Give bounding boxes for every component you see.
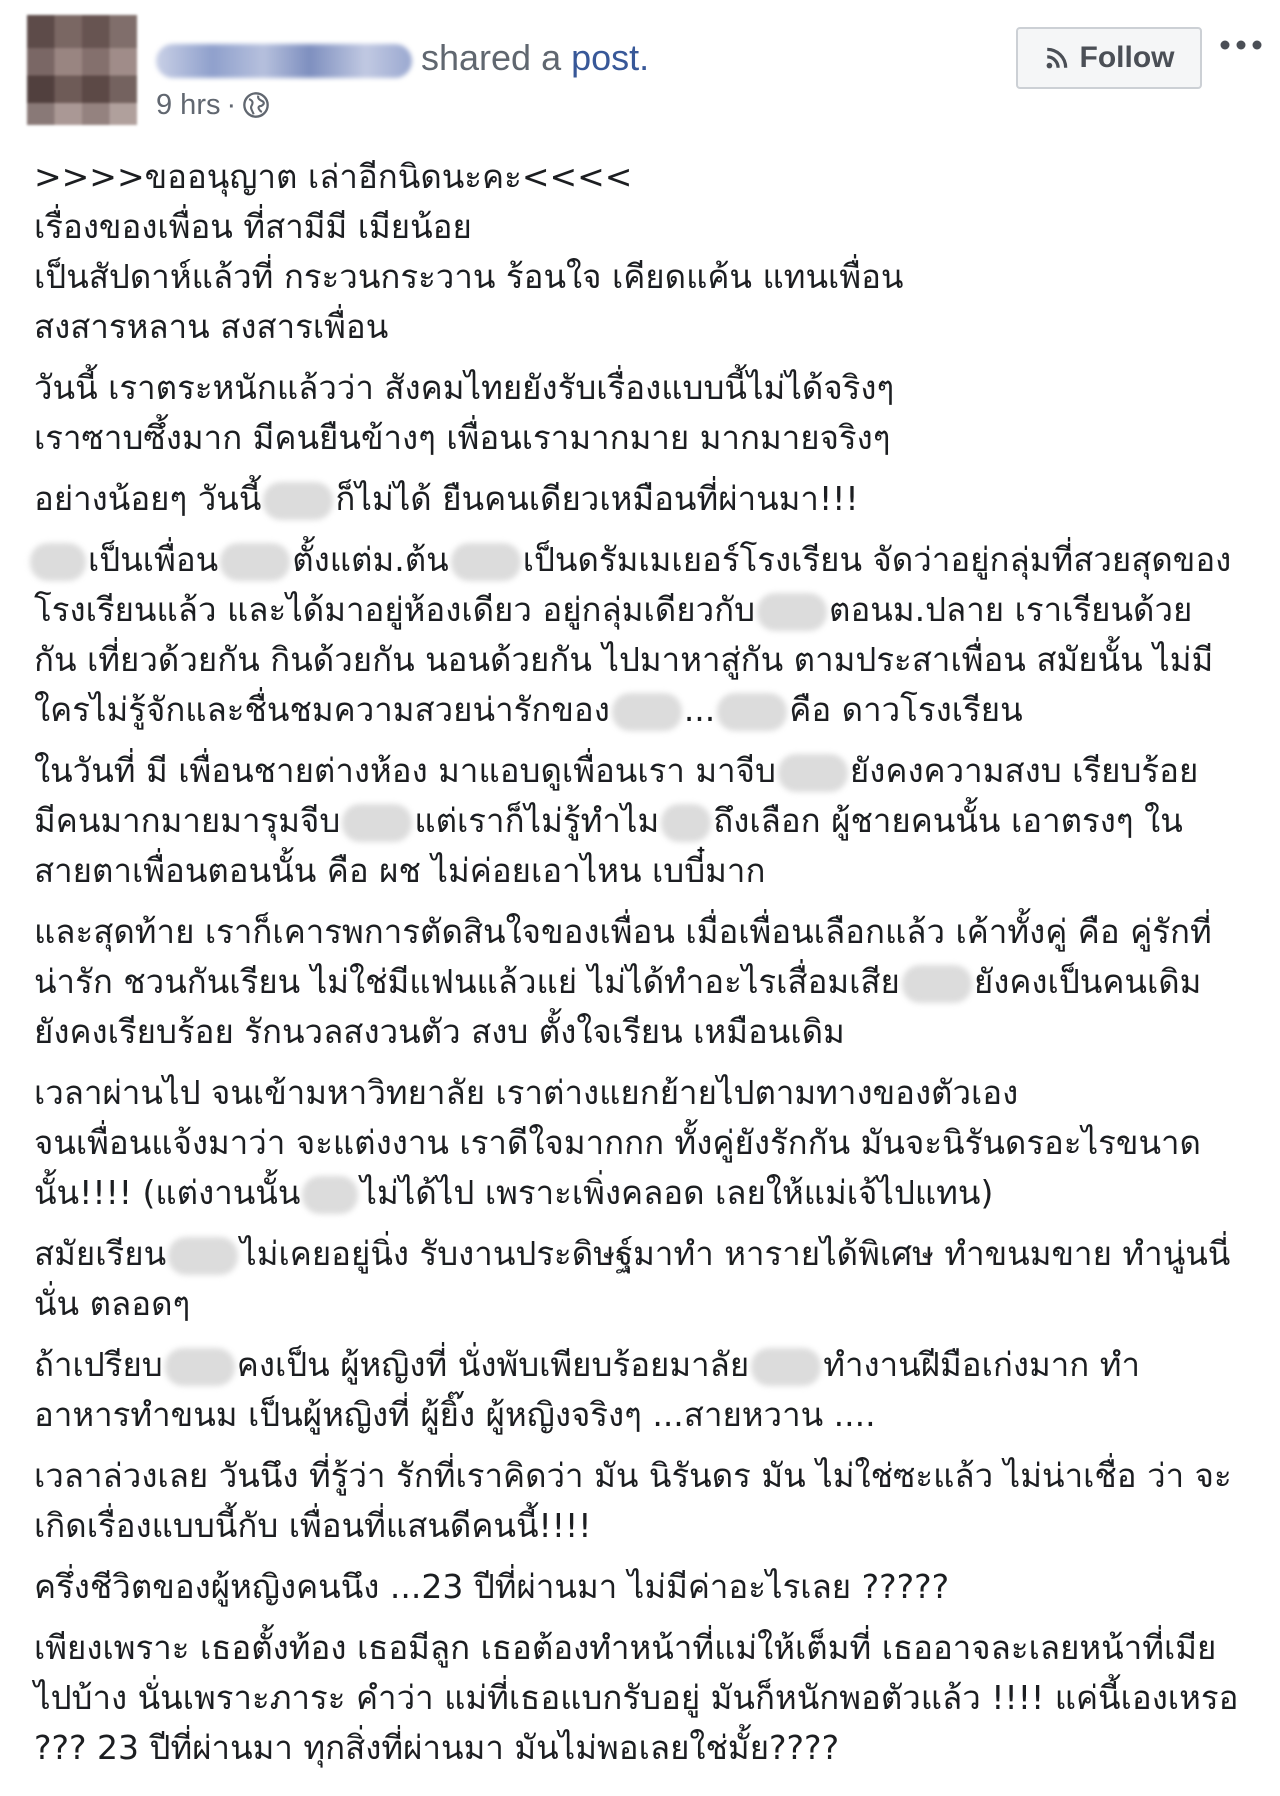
text-line: สายตาเพื่อนตอนนั้น คือ ผช ไม่ค่อยเอาไหน เบบี๋มาก [34, 851, 766, 890]
paragraph-4 [34, 535, 1256, 735]
text-line: ยังคงเรียบร้อย รักนวลสงวนตัว สงบ ตั้งใจเรียน เหมือนเดิม [34, 1012, 845, 1051]
shared-label: shared a [421, 37, 572, 78]
post-meta [156, 86, 270, 124]
text-line [34, 474, 1256, 524]
paragraph-1 [34, 152, 1256, 352]
redacted-name [220, 543, 290, 581]
text-line: ครึ่งชีวิตของผู้หญิงคนนึง ...23 ปีที่ผ่านมา ไม่มีค่าอะไรเลย ????? [34, 1567, 950, 1606]
text-line: จนเพื่อนแจ้งมาว่า จะแต่งงาน เราดีใจมากกก ทั้งคู่ยังรักกัน มันจะนิรันดรอะไรขนาด [34, 1123, 1201, 1162]
text-fragment: ถึงเลือก ผู้ชายคนนั้น เอาตรงๆ ใน [713, 801, 1183, 840]
redacted-name [757, 593, 827, 631]
text-line [34, 957, 1256, 1007]
paragraph-7 [34, 1068, 1256, 1218]
globe-icon[interactable] [242, 91, 270, 119]
text-line: เวลาผ่านไป จนเข้ามหาวิทยาลัย เราต่างแยกย้ายไปตามทางของตัวเอง [34, 1073, 1019, 1112]
text-fragment: นั้น!!!! (แต่งานนั้น [34, 1173, 301, 1212]
paragraph-3 [34, 474, 1256, 524]
redacted-name [751, 1348, 821, 1386]
text-line: กัน เที่ยวด้วยกัน กินด้วยกัน นอนด้วยกัน ไปมาหาสู่กัน ตามประสาเพื่อน สมัยนั้น ไม่มี [34, 640, 1214, 679]
text-fragment: อย่างน้อยๆ วันนี้ [34, 479, 262, 518]
paragraph-2 [34, 363, 1256, 463]
redacted-name [451, 543, 521, 581]
text-line [34, 1229, 1256, 1279]
meta-separator: · [226, 89, 237, 121]
text-fragment: ไม่เคยอยู่นิ่ง รับงานประดิษฐ์มาทำ หารายได้พิเศษ ทำขนมขาย ทำนู่นนี่ [240, 1234, 1231, 1273]
paragraph-10 [34, 1451, 1256, 1551]
paragraph-12 [34, 1623, 1256, 1773]
text-line: เกิดเรื่องแบบนี้กับ เพื่อนที่แสนดีคนนี้!!!! [34, 1506, 592, 1545]
text-line: เรื่องของเพื่อน ที่สามีมี เมียน้อย [34, 207, 472, 246]
text-fragment: ยังคงเป็นคนเดิม [973, 962, 1202, 1001]
text-fragment: คงเป็น ผู้หญิงที่ นั่งพับเพียบร้อยมาลัย [236, 1345, 750, 1384]
redacted-name [661, 804, 711, 842]
text-line [34, 1168, 1256, 1218]
text-fragment: สมัยเรียน [34, 1234, 167, 1273]
text-line: และสุดท้าย เราก็เคารพการตัดสินใจของเพื่อน เมื่อเพื่อนเลือกแล้ว เค้าทั้งคู่ คือ คู่รักที่ [34, 912, 1212, 951]
redacted-name [302, 1176, 358, 1214]
text-fragment: ก็ไม่ได้ ยืนคนเดียวเหมือนที่ผ่านมา!!! [335, 479, 859, 518]
rss-icon [1044, 45, 1070, 71]
redacted-name [717, 693, 787, 731]
avatar[interactable] [27, 15, 137, 125]
redacted-name [342, 804, 412, 842]
text-line: เป็นสัปดาห์แล้วที่ กระวนกระวาน ร้อนใจ เคียดแค้น แทนเพื่อน [34, 257, 904, 296]
paragraph-11 [34, 1562, 1256, 1612]
text-line [34, 796, 1256, 846]
redacted-name [612, 693, 682, 731]
redacted-name [778, 754, 848, 792]
text-line [34, 535, 1256, 585]
post-timestamp[interactable]: 9 hrs [156, 89, 221, 121]
paragraph-9 [34, 1340, 1256, 1440]
redacted-name [165, 1348, 235, 1386]
text-fragment: ในวันที่ มี เพื่อนชายต่างห้อง มาแอบดูเพื่อนเรา มาจีบ [34, 751, 776, 790]
text-fragment: แต่เราก็ไม่รู้ทำไม [414, 801, 660, 840]
redacted-name [30, 543, 86, 581]
text-line: ไปบ้าง นั่นเพราะภาระ คำว่า แม่ที่เธอแบกรับอยู่ มันก็หนักพอตัวแล้ว !!!! แค่นี้เองเหรอ [34, 1678, 1239, 1717]
text-fragment: ตั้งแต่ม.ต้น [292, 540, 449, 579]
follow-label: Follow [1079, 41, 1175, 74]
text-fragment: เป็นเพื่อน [88, 540, 219, 579]
text-fragment: โรงเรียนแล้ว และได้มาอยู่ห้องเดียว อยู่กลุ่มเดียวกับ [34, 590, 756, 629]
text-fragment: ถ้าเปรียบ [34, 1345, 163, 1384]
post-link[interactable]: post. [571, 37, 650, 78]
text-fragment: ใครไม่รู้จักและชื่นชมความสวยน่ารักของ [34, 690, 610, 729]
shared-post-text [421, 34, 649, 82]
paragraph-6 [34, 907, 1256, 1057]
text-fragment: ทำงานฝีมือเก่งมาก ทำ [823, 1345, 1140, 1384]
text-line [34, 746, 1256, 796]
paragraph-8 [34, 1229, 1256, 1329]
text-line [34, 685, 1256, 735]
text-line: ??? 23 ปีที่ผ่านมา ทุกสิ่งที่ผ่านมา มันไม่พอเลยใช่มั้ย???? [34, 1728, 840, 1767]
redacted-name [168, 1237, 238, 1275]
text-line: วันนี้ เราตระหนักแล้วว่า สังคมไทยยังรับเรื่องแบบนี้ไม่ได้จริงๆ [34, 368, 895, 407]
text-line: เพียงเพราะ เธอตั้งท้อง เธอมีลูก เธอต้องทำหน้าที่แม่ให้เต็มที่ เธออาจละเลยหน้าที่เมีย [34, 1628, 1217, 1667]
text-fragment: ... [683, 690, 716, 729]
post-header [0, 0, 1280, 150]
follow-button[interactable] [1016, 27, 1202, 89]
text-line: เวลาล่วงเลย วันนึง ที่รู้ว่า รักที่เราคิดว่า มัน นิรันดร มัน ไม่ใช่ซะแล้ว ไม่น่าเชื่อ ว่า จะ [34, 1456, 1232, 1495]
text-line: นั่น ตลอดๆ [34, 1284, 191, 1323]
text-fragment: คือ ดาวโรงเรียน [789, 690, 1023, 729]
text-line: เราซาบซึ้งมาก มีคนยืนข้างๆ เพื่อนเรามากมาย มากมายจริงๆ [34, 418, 891, 457]
more-options-icon[interactable] [1218, 38, 1264, 52]
text-line [34, 585, 1256, 635]
post-body [34, 152, 1256, 1784]
text-fragment: ตอนม.ปลาย เราเรียนด้วย [829, 590, 1193, 629]
text-fragment: ยังคงความสงบ เรียบร้อย [849, 751, 1199, 790]
redacted-name [263, 482, 333, 520]
text-line: >>>>ขออนุญาต เล่าอีกนิดนะคะ<<<< [34, 157, 633, 196]
author-name-redacted[interactable] [156, 44, 412, 78]
redacted-name [902, 965, 972, 1003]
text-line: อาหารทำขนม เป็นผู้หญิงที่ ผู้ยิ๊ง ผู้หญิงจริงๆ ...สายหวาน .... [34, 1395, 876, 1434]
text-fragment: เป็นดรัมเมเยอร์โรงเรียน จัดว่าอยู่กลุ่มที่สวยสุดของ [522, 540, 1232, 579]
paragraph-5 [34, 746, 1256, 896]
text-fragment: ไม่ได้ไป เพราะเพิ่งคลอด เลยให้แม่เจ้ไปแทน) [360, 1173, 994, 1212]
text-fragment: มีคนมากมายมารุมจีบ [34, 801, 341, 840]
text-line: สงสารหลาน สงสารเพื่อน [34, 307, 389, 346]
text-line [34, 1340, 1256, 1390]
text-fragment: น่ารัก ชวนกันเรียน ไม่ใช่มีแฟนแล้วแย่ ไม่ได้ทำอะไรเสื่อมเสีย [34, 962, 900, 1001]
